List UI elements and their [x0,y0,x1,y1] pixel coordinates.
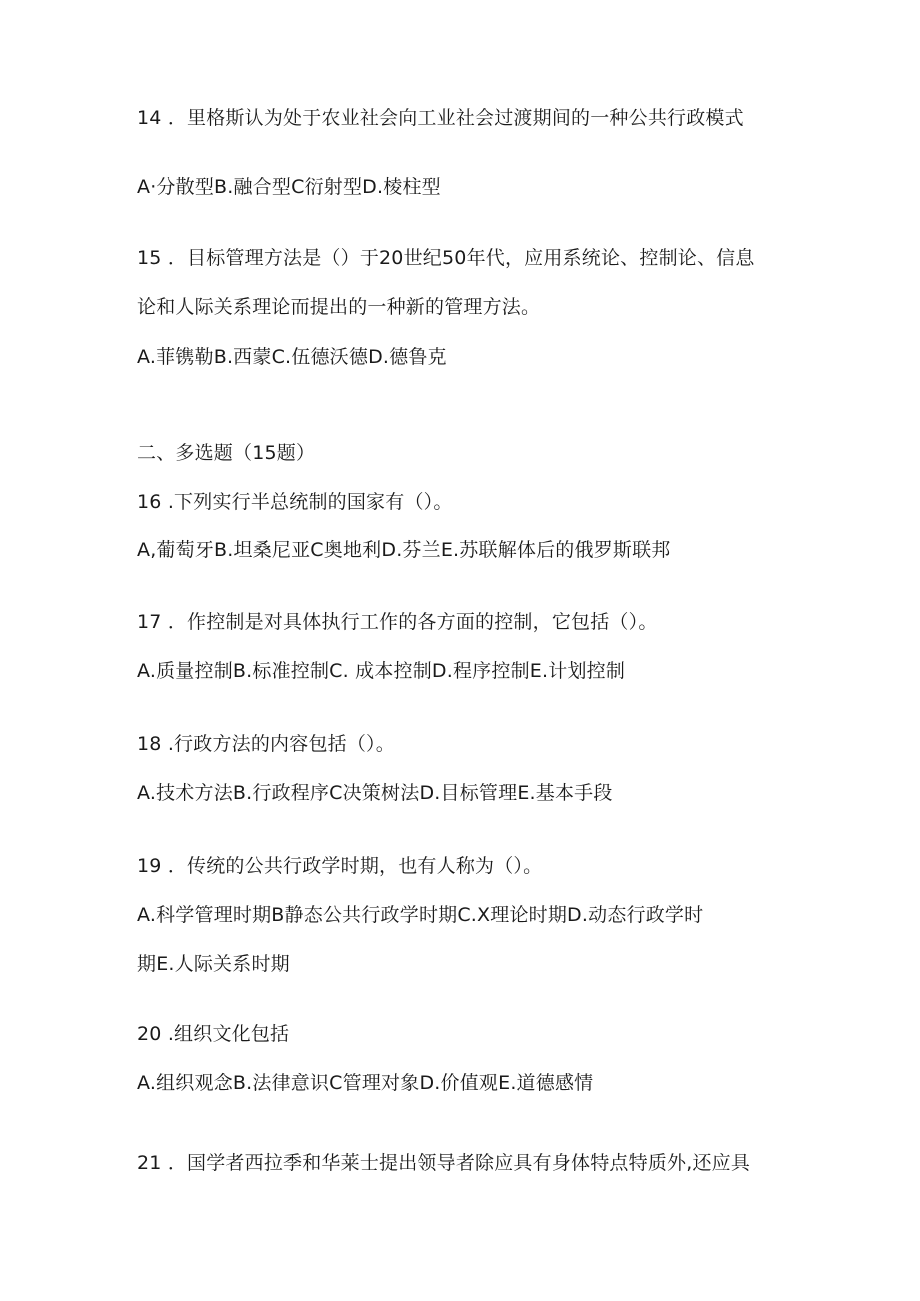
question-18-options: A.技术方法B.行政程序C决策树法D.目标管理E.基本手段 [137,782,613,804]
question-15-options: A.菲镌勒B.西蒙C.伍德沃德D.德鲁克 [137,346,447,368]
question-16-options: A,葡萄牙B.坦桑尼亚C奥地利D.芬兰E.苏联解体后的俄罗斯联邦 [137,539,671,561]
question-14-text: 14 ．里格斯认为处于农业社会向工业社会过渡期间的一种公共行政模式 [137,107,744,129]
question-14-options: A·分散型B.融合型C衍射型D.棱柱型 [137,176,441,198]
section-heading: 二、多选题（15题） [137,442,316,464]
question-19-options-cont: 期E.人际关系时期 [137,953,290,975]
question-17-options: A.质量控制B.标准控制C. 成本控制D.程序控制E.计划控制 [137,660,626,682]
question-15-text-cont: 论和人际关系理论而提出的一种新的管理方法。 [137,296,541,318]
question-19-options: A.科学管理时期B静态公共行政学时期C.X理论时期D.动态行政学时 [137,904,704,926]
question-20-options: A.组织观念B.法律意识C管理对象D.价值观E.道德感情 [137,1072,594,1094]
question-20-text: 20 .组织文化包括 [137,1023,290,1045]
question-19-text: 19 ．传统的公共行政学时期，也有人称为（）。 [137,855,543,877]
question-17-text: 17 ．作控制是对具体执行工作的各方面的控制，它包括（）。 [137,611,658,633]
question-18-text: 18 .行政方法的内容包括（）。 [137,733,395,755]
question-15-text: 15 ．目标管理方法是（）于20世纪50年代，应用系统论、控制论、信息 [137,247,755,269]
question-16-text: 16 .下列实行半总统制的国家有（）。 [137,491,453,513]
question-21-text: 21 ．国学者西拉季和华莱士提出领导者除应具有身体特点特质外,还应具 [137,1152,751,1174]
